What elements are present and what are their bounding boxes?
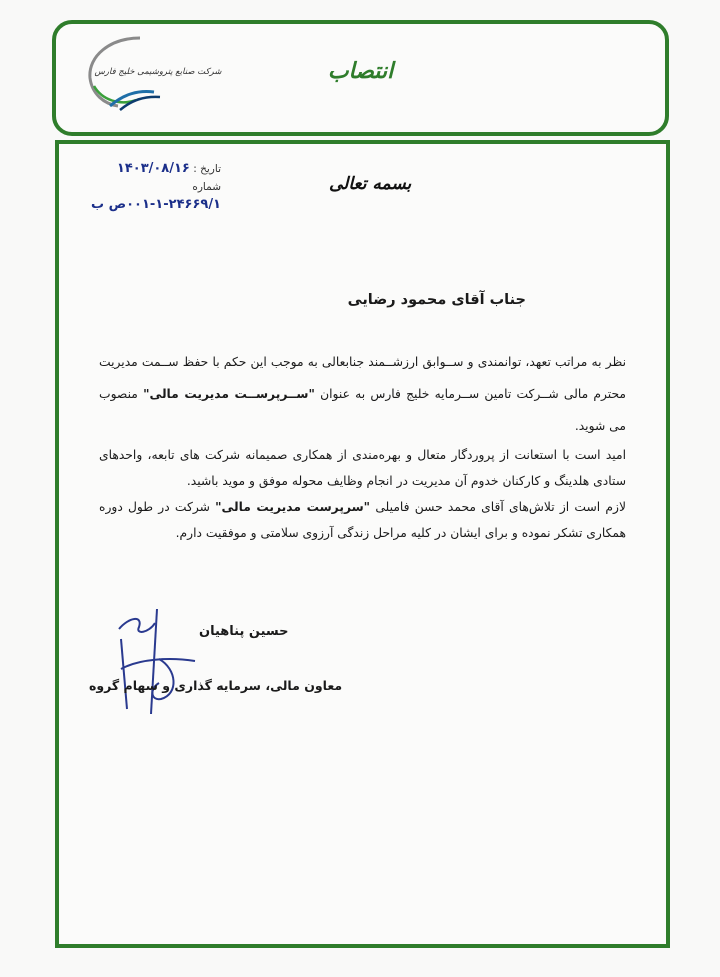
signature xyxy=(99,599,209,719)
signer-name: حسین پناهیان xyxy=(199,624,289,639)
date-line xyxy=(81,160,221,178)
date-label: تاریخ : xyxy=(193,163,221,175)
addressee: جناب آقای محمود رضایی xyxy=(347,292,526,308)
paragraph-3 xyxy=(99,494,626,546)
paragraph-1-text: نظر به مراتب تعهد، توانمندی و ســوابق ارزشــمند جنابعالی به موجب این حکم با حفظ ســمت مدیریت محترم مالی شــرکت تامین ســرمایه خلیج فارس به عنوان xyxy=(99,355,627,401)
number-label: شماره xyxy=(192,181,221,193)
paragraph-3-bold: "سرپرست مدیریت مالی" xyxy=(215,500,371,514)
logo-text: شرکت صنایع پتروشیمی خلیج فارس xyxy=(94,67,222,77)
page-title: انتصاب xyxy=(327,58,394,84)
number-value: ۲۴۶۶۹/۱-۱-۰۰۱ص ب xyxy=(91,197,221,212)
paragraph-1 xyxy=(99,346,626,442)
paragraph-1-end: منصوب می شوید. xyxy=(99,387,626,433)
header-frame xyxy=(52,20,669,136)
paragraph-2: امید است با استعانت از پروردگار متعال و بهره‌مندی از همکاری صمیمانه شرکت های تابعه، واحدهای ستادی هلدینگ و کارکنان خدوم آن مدیریت در انجام وظایف محوله موفق و موید باشید. xyxy=(99,448,626,488)
paragraph-3-start: لازم است از تلاش‌های آقای محمد حسن فامیلی xyxy=(375,500,626,514)
letter-content xyxy=(99,346,626,546)
paragraph-1-bold: "ســرپرســت مدیریت مالی" xyxy=(143,387,315,401)
signer-title: معاون مالی، سرمایه گذاری و سهام گروه xyxy=(89,678,343,693)
number-line xyxy=(81,178,221,214)
date-value: ۱۴۰۳/۰۸/۱۶ xyxy=(116,161,190,176)
letter-body xyxy=(55,140,670,948)
paragraph-3-end: شرکت در طول دوره همکاری تشکر نموده و برای ایشان در کلیه مراحل زندگی آرزوی سلامتی و موفقیت دارم. xyxy=(99,500,626,540)
letter-meta xyxy=(81,160,221,214)
invocation: بسمه تعالی xyxy=(329,174,412,194)
